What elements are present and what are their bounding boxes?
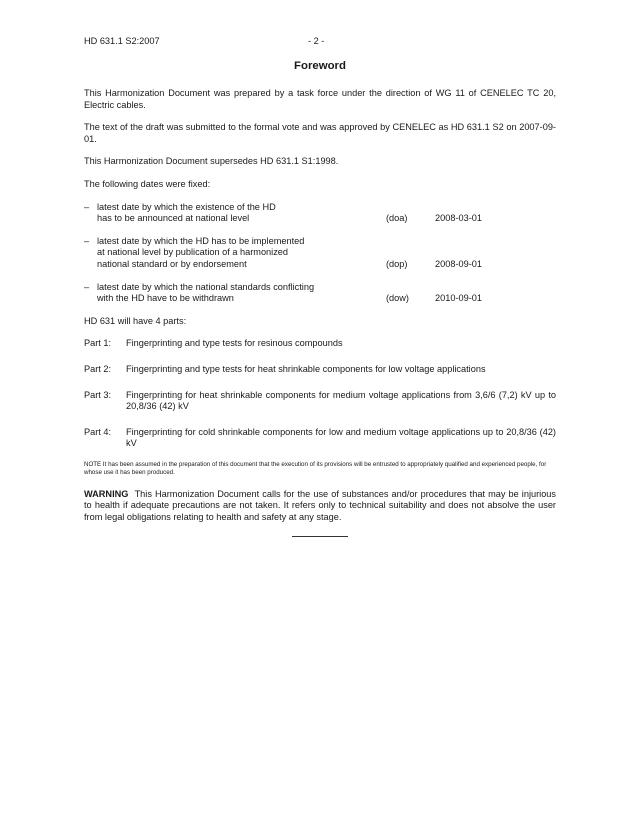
page-title: Foreword — [294, 60, 346, 72]
date-item-dow — [84, 282, 556, 305]
date-description-line: with the HD have to be withdrawn — [97, 293, 234, 304]
part-text: Fingerprinting and type tests for heat shrinkable components for low voltage applications — [126, 363, 486, 374]
part-text: Fingerprinting for cold shrinkable components for low and medium voltage applications up to 20,8/36 (42) kV — [126, 426, 556, 449]
part-label: Part 2: — [84, 363, 112, 374]
document-page — [84, 36, 556, 537]
date-description-line: at national level by publication of a harmonized — [97, 247, 289, 258]
supersedes-paragraph: This Harmonization Document supersedes HD 631.1 S1:1998. — [84, 156, 339, 167]
part-item-1 — [84, 338, 556, 350]
approval-paragraph: The text of the draft was submitted to the formal vote and was approved by CENELEC as HD 631.1 S2 on 2007-09-01. — [84, 122, 556, 144]
list-dash: – — [84, 235, 90, 246]
part-item-4 — [84, 427, 556, 450]
date-description-line: has to be announced at national level — [97, 213, 250, 224]
date-item-dop — [84, 236, 556, 271]
part-label: Part 4: — [84, 426, 112, 437]
part-item-3 — [84, 390, 556, 413]
date-item-doa — [84, 202, 556, 225]
dates-intro: The following dates were fixed: — [84, 178, 211, 189]
end-divider — [292, 536, 348, 537]
part-item-2 — [84, 364, 556, 376]
warning-paragraph — [84, 489, 556, 524]
date-code: (doa) — [386, 213, 408, 224]
note-paragraph: NOTE It has been assumed in the preparation of this document that the execution of its provisions will be entrusted to appropriately qualified and experienced people, for whose use it has been produced. — [84, 460, 547, 477]
document-id: HD 631.1 S2:2007 — [84, 36, 160, 46]
part-label: Part 3: — [84, 389, 112, 400]
date-value: 2010-09-01 — [435, 293, 482, 304]
date-value: 2008-03-01 — [435, 213, 482, 224]
warning-text: This Harmonization Document calls for the use of substances and/or procedures that may be injurious to health if adequate precautions are not taken. It refers only to technical suitability and does not absolve the user from legal obligations relating to health and safety at any stage. — [84, 488, 557, 522]
date-description-line: latest date by which the HD has to be implemented — [97, 235, 305, 246]
date-code: (dow) — [386, 293, 409, 304]
page-number: - 2 - — [308, 36, 325, 46]
list-dash: – — [84, 201, 90, 212]
date-description — [97, 282, 377, 305]
page-header — [84, 36, 556, 48]
date-description — [97, 202, 377, 225]
part-text: Fingerprinting and type tests for resinous compounds — [126, 338, 343, 349]
date-description-line: latest date by which the national standards conflicting — [97, 281, 315, 292]
intro-paragraph: This Harmonization Document was prepared by a task force under the direction of WG 11 of CENELEC TC 20, Electric cables. — [84, 88, 556, 110]
list-dash: – — [84, 281, 90, 292]
parts-intro: HD 631 will have 4 parts: — [84, 315, 187, 326]
part-label: Part 1: — [84, 338, 112, 349]
date-description-line: latest date by which the existence of the HD — [97, 201, 276, 212]
date-value: 2008-09-01 — [435, 258, 482, 269]
date-description — [97, 236, 377, 271]
date-description-line: national standard or by endorsement — [97, 258, 247, 269]
part-text: Fingerprinting for heat shrinkable components for medium voltage applications from 3,6/6 (7,2) kV up to 20,8/36 (42) kV — [126, 389, 556, 412]
warning-label: WARNING — [84, 488, 129, 499]
date-code: (dop) — [386, 258, 408, 269]
